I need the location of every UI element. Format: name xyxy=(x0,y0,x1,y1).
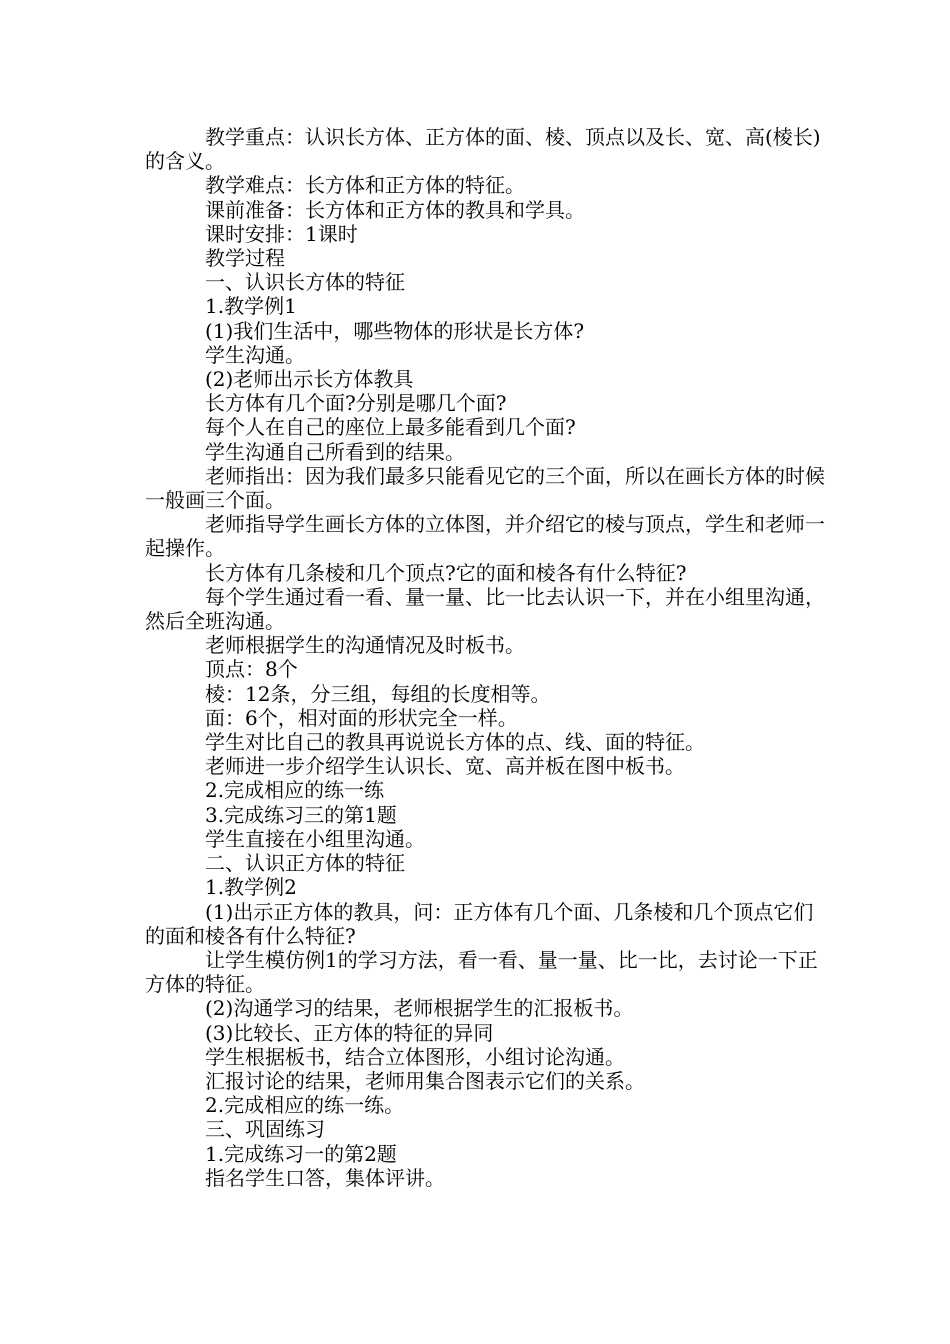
paragraph: 学生直接在小组里沟通。 xyxy=(205,826,425,851)
paragraph-preparation: 课前准备：长方体和正方体的教具和学具。 xyxy=(205,197,585,222)
paragraph: (3)比较长、正方体的特征的异同 xyxy=(205,1020,494,1045)
paragraph-schedule: 课时安排：1课时 xyxy=(205,221,358,246)
paragraph: (2)老师出示长方体教具 xyxy=(205,367,414,392)
paragraph: 1.完成练习一的第2题 xyxy=(205,1141,397,1166)
paragraph: 指名学生口答，集体评讲。 xyxy=(205,1165,445,1190)
paragraph: 1.教学例1 xyxy=(205,294,297,319)
paragraph: 棱：12条，分三组，每组的长度相等。 xyxy=(205,681,551,706)
paragraph: (1)我们生活中，哪些物体的形状是长方体? xyxy=(205,318,585,343)
paragraph: 顶点：8个 xyxy=(205,657,298,682)
paragraph: 长方体有几个面?分别是哪几个面? xyxy=(205,391,507,416)
section-heading-cuboid: 一、认识长方体的特征 xyxy=(205,270,405,295)
paragraph: 2.完成相应的练一练。 xyxy=(205,1093,405,1118)
paragraph: 长方体有几条棱和几个顶点?它的面和棱各有什么特征? xyxy=(205,560,687,585)
paragraph: 老师指出：因为我们最多只能看见它的三个面，所以在画长方体的时候一般画三个面。 xyxy=(145,463,825,513)
paragraph: 学生沟通。 xyxy=(205,342,305,367)
section-heading-cube: 二、认识正方体的特征 xyxy=(205,851,405,876)
paragraph-key-points: 教学重点：认识长方体、正方体的面、棱、顶点以及长、宽、高(棱长)的含义。 xyxy=(145,125,821,174)
paragraph: (2)沟通学习的结果，老师根据学生的汇报板书。 xyxy=(205,996,634,1021)
section-heading-practice: 三、巩固练习 xyxy=(205,1117,325,1142)
paragraph-process-heading: 教学过程 xyxy=(205,246,285,271)
paragraph: 老师指导学生画长方体的立体图，并介绍它的棱与顶点，学生和老师一起操作。 xyxy=(145,512,825,561)
paragraph: (1)出示正方体的教具，问：正方体有几个面、几条棱和几个顶点它们的面和棱各有什么特征? xyxy=(145,899,814,948)
paragraph: 老师根据学生的沟通情况及时板书。 xyxy=(205,633,525,658)
paragraph: 1.教学例2 xyxy=(205,875,297,900)
paragraph: 每个学生通过看一看、量一量、比一比去认识一下，并在小组里沟通，然后全班沟通。 xyxy=(145,584,825,634)
paragraph: 2.完成相应的练一练 xyxy=(205,778,385,803)
document-body xyxy=(145,125,825,1190)
paragraph: 面：6个，相对面的形状完全一样。 xyxy=(205,705,518,730)
paragraph: 学生根据板书，结合立体图形，小组讨论沟通。 xyxy=(205,1044,625,1069)
paragraph: 老师进一步介绍学生认识长、宽、高并板在图中板书。 xyxy=(205,754,685,779)
paragraph: 让学生模仿例1的学习方法，看一看、量一量、比一比，去讨论一下正方体的特征。 xyxy=(145,947,818,997)
paragraph: 学生沟通自己所看到的结果。 xyxy=(205,439,465,464)
paragraph: 汇报讨论的结果，老师用集合图表示它们的关系。 xyxy=(205,1068,645,1093)
paragraph-difficulty: 教学难点：长方体和正方体的特征。 xyxy=(205,173,525,198)
paragraph: 学生对比自己的教具再说说长方体的点、线、面的特征。 xyxy=(205,730,705,755)
paragraph: 每个人在自己的座位上最多能看到几个面? xyxy=(205,415,576,440)
paragraph: 3.完成练习三的第1题 xyxy=(205,802,397,827)
